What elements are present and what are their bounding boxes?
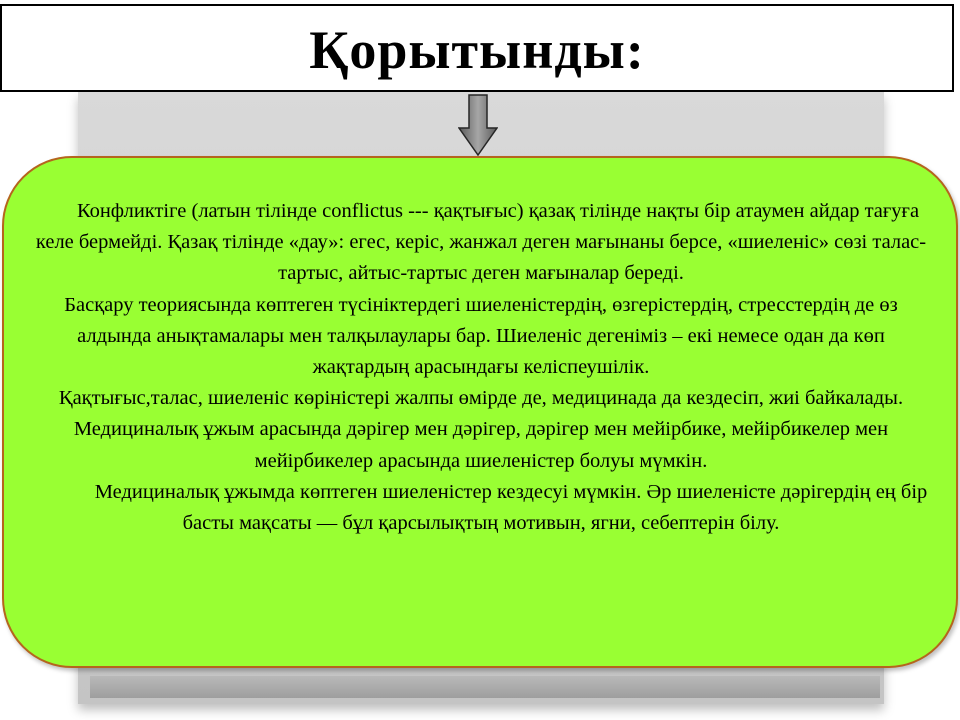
paragraph-2: Басқару теориясында көптеген түсініктердегі шиеленістердің, өзгерістердің, стресстердің де өз алдында анықтамалары мен талқылаулары бар. Шиеленіс дегеніміз – екі немесе одан да көп жақтардың арасындағы келіспеушілік. [64,293,898,379]
slide-title: Қорытынды: [309,20,645,80]
content-card [2,156,958,668]
background-panel-shadow [90,676,880,698]
paragraph-1: Конфликтіге (латын тілінде conflictus --- қақтығыс) қазақ тілінде нақты бір атаумен айдар тағуға келе бермейді. Қазақ тілінде «дау»: егес, керіс, жанжал деген мағынаны берсе, «шиеленіс» сөзі талас-тартыс, айтыс-тартыс деген мағыналар береді. [35,200,927,285]
body-text [34,196,928,539]
title-box [0,4,954,92]
down-arrow-icon [458,94,498,156]
paragraph-3: Қақтығыс,талас, шиеленіс көріністері жалпы өмірде де, медицинада да кездесіп, жиі байкалады. Медициналық ұжым арасында дәрігер мен дәрігер, дәрігер мен мейірбике, мейірбикелер мен мейірбикелер арасында шиеленістер болуы мүмкін. [58,387,904,472]
paragraph-4: Медициналық ұжымда көптеген шиеленістер кездесуі мүмкін. Әр шиеленісте дәрігердің ең бір басты мақсаты — бұл қарсылықтың мотивын, ягни, себептерін білу. [94,480,928,535]
